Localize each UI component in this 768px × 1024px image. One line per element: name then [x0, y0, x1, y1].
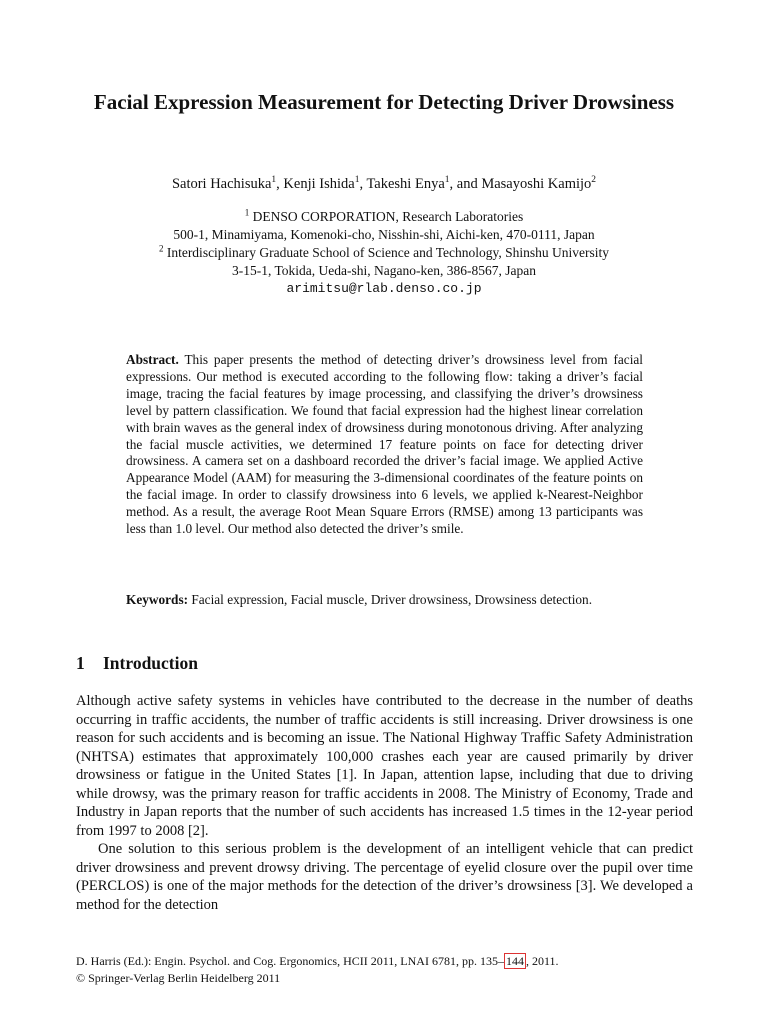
affiliation-line: 500-1, Minamiyama, Komenoki-cho, Nisshin-shi, Aichi-ken, 470-0111, Japan — [173, 227, 595, 242]
section-heading — [76, 653, 198, 674]
keywords-label: Keywords: — [126, 592, 189, 607]
body-text — [76, 692, 693, 914]
author: Kenji Ishida$^1$, — [283, 175, 367, 192]
copyright-line: © Springer-Verlag Berlin Heidelberg 2011 — [76, 971, 281, 985]
paragraph: Although active safety systems in vehicles have contributed to the decrease in the number of deaths occurring in traffic accidents, the number of traffic accidents is still increasing. Driver drowsiness is one reason for such accidents and is becoming an issue. The National Highway Traffic Safety Administration (NHTSA) estimates that approximately 100,000 crashes each year are caused primarily by driver drowsiness or fatigue in the United States [1]. In Japan, attention lapse, including that due to driving while drowsy, was the primary reason for traffic accidents in 2008. The Ministry of Economy, Trade and Industry in Japan reports that the number of such accidents has increased 1.5 times in the 12-year period from 1997 to 2008 [2]. — [76, 693, 693, 839]
abstract-label: Abstract. — [126, 352, 179, 367]
page-footer — [76, 953, 693, 987]
author: Masayoshi Kamijo$^2$ — [481, 175, 597, 192]
abstract-text: This paper presents the method of detecting driver’s drowsiness level from facial expressions. Our method is executed according to the following flow: taking a driver’s facial image, tracing the facial features by image processing, and classifying the driver’s drowsiness level by pattern classification. We found that facial expression had the highest linear correlation with brain waves as the general index of drowsiness during monotonous driving. After analyzing the facial muscle activities, we determined 17 feature points on face for detecting driver drowsiness. A camera set on a dashboard recorded the driver’s facial image. We applied Active Appearance Model (AAM) for measuring the 3-dimensional coordinates of the feature points on the facial image. In order to classify drowsiness into 6 levels, we applied k-Nearest-Neighbor method. As a result, the average Root Mean Square Errors (RMSE) among 13 participants was less than 1.0 level. Our method also detected the driver’s smile. — [126, 352, 643, 537]
email-address[interactable]: arimitsu@rlab.denso.co.jp — [286, 281, 482, 296]
affiliation-line: 3-15-1, Tokida, Ueda-shi, Nagano-ken, 386-8567, Japan — [232, 263, 536, 278]
author-list — [60, 174, 708, 194]
keywords-text: Facial expression, Facial muscle, Driver drowsiness, Drowsiness detection. — [191, 592, 593, 607]
affiliation-line: $^2$ Interdisciplinary Graduate School of Science and Technology, Shinshu University — [158, 243, 610, 260]
section-title: Introduction — [103, 653, 198, 673]
author: Satori Hachisuka$^1$, — [171, 175, 284, 192]
section-number: 1 — [76, 653, 85, 673]
paper-title: Facial Expression Measurement for Detecting Driver Drowsiness — [93, 90, 675, 114]
page-link[interactable]: 144 — [505, 954, 524, 968]
abstract — [126, 352, 643, 538]
paragraph: One solution to this serious problem is the development of an intelligent vehicle that can predict driver drowsiness and prevent drowsy driving. The percentage of eyelid closure over the pupil over time (PERCLOS) is one of the major methods for the detection of the driver’s drowsiness [3]. We developed a method for the detection — [76, 841, 693, 913]
citation-line: D. Harris (Ed.): Engin. Psychol. and Cog. Ergonomics, HCII 2011, LNAI 6781, pp. 135– 144 , 2011. — [76, 954, 559, 968]
author: Takeshi Enya$^1$, and — [366, 175, 482, 192]
affiliation-line: $^1$ DENSO CORPORATION, Research Laboratories — [244, 207, 524, 224]
affiliations — [60, 208, 708, 298]
keywords — [126, 591, 643, 608]
